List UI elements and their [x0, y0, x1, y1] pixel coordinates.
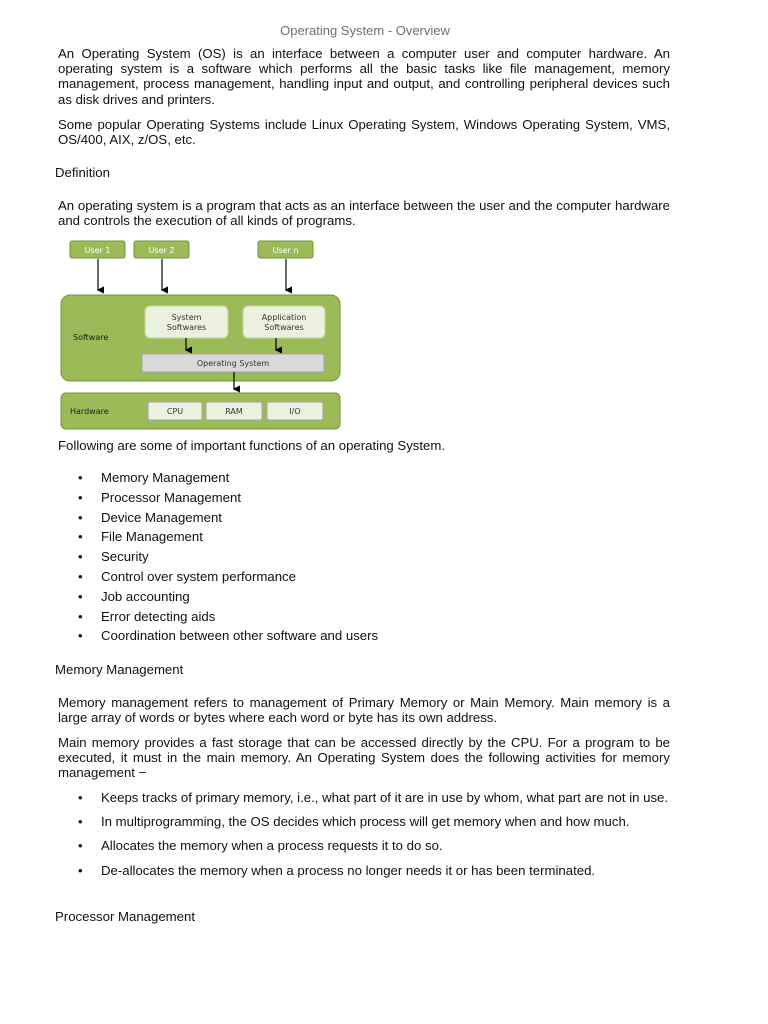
list-item: • Error detecting aids [58, 607, 670, 627]
user-box-1 [70, 241, 125, 258]
ram-box [206, 402, 262, 420]
list-item: • In multiprogramming, the OS decides which process will get memory when and how much. [58, 814, 670, 829]
operating-system-label: Operating System [196, 359, 270, 368]
intro-paragraph-2: Some popular Operating Systems include Linux Operating System, Windows Operating System, VMS, OS/400, AIX, z/OS, etc. [58, 117, 670, 148]
list-item: • Security [58, 547, 670, 567]
system-softwares-line-2: Softwares [166, 323, 207, 332]
application-softwares-line-2: Softwares [264, 323, 304, 332]
intro-paragraph-1: An Operating System (OS) is an interface between a computer user and computer hardware. An operating system is a software which performs all the basic tasks like file management, memory management, process management, handling input and output, and controlling peripheral devices such as disk drives and printers. [58, 46, 670, 107]
software-label: Software [73, 333, 109, 342]
list-item: • De-allocates the memory when a process no longer needs it or has been terminated. [58, 863, 670, 878]
list-item: • File Management [58, 527, 670, 547]
functions-intro: Following are some of important functions of an operating System. [58, 438, 446, 453]
list-item: • Job accounting [58, 587, 670, 607]
page-title: Operating System - Overview [280, 23, 450, 38]
operating-system-bar [142, 354, 324, 372]
definition-paragraph: An operating system is a program that acts as an interface between the user and the computer hardware and controls the execution of all kinds of programs. [58, 198, 670, 229]
cpu-box [148, 402, 202, 420]
memory-management-paragraph-1: Memory management refers to management of Primary Memory or Main Memory. Main memory is a large array of words or bytes where each word or byte has its own address. [58, 695, 670, 726]
list-item: • Coordination between other software and users [58, 626, 670, 646]
user-label-n: User n [272, 246, 299, 255]
os-architecture-diagram [58, 238, 344, 432]
list-item: • Allocates the memory when a process requests it to do so. [58, 838, 670, 853]
definition-heading: Definition [55, 165, 110, 180]
cpu-label: CPU [166, 407, 184, 416]
application-softwares-box [243, 306, 325, 338]
user-box-2 [134, 241, 189, 258]
list-item: • Control over system performance [58, 567, 670, 587]
hardware-label: Hardware [70, 407, 109, 416]
memory-management-list [58, 790, 670, 887]
system-softwares-box [145, 306, 228, 338]
user-box-n [258, 241, 313, 258]
processor-management-heading: Processor Management [55, 909, 196, 924]
application-softwares-line-1: Application [261, 313, 307, 322]
memory-management-heading: Memory Management [55, 662, 184, 677]
memory-management-paragraph-2: Main memory provides a fast storage that can be accessed directly by the CPU. For a program to be executed, it must in the main memory. An Operating System does the following activities for memory management − [58, 735, 670, 781]
list-item: • Memory Management [58, 468, 670, 488]
list-item: • Device Management [58, 508, 670, 528]
user-label-1: User 1 [84, 246, 111, 255]
list-item: • Processor Management [58, 488, 670, 508]
list-item: • Keeps tracks of primary memory, i.e., what part of it are in use by whom, what part are not in use. [58, 790, 670, 805]
system-softwares-line-1: System [171, 313, 202, 322]
user-label-2: User 2 [148, 246, 175, 255]
functions-list [58, 468, 670, 646]
io-box [267, 402, 323, 420]
io-label: I/O [289, 407, 301, 416]
ram-label: RAM [225, 407, 243, 416]
